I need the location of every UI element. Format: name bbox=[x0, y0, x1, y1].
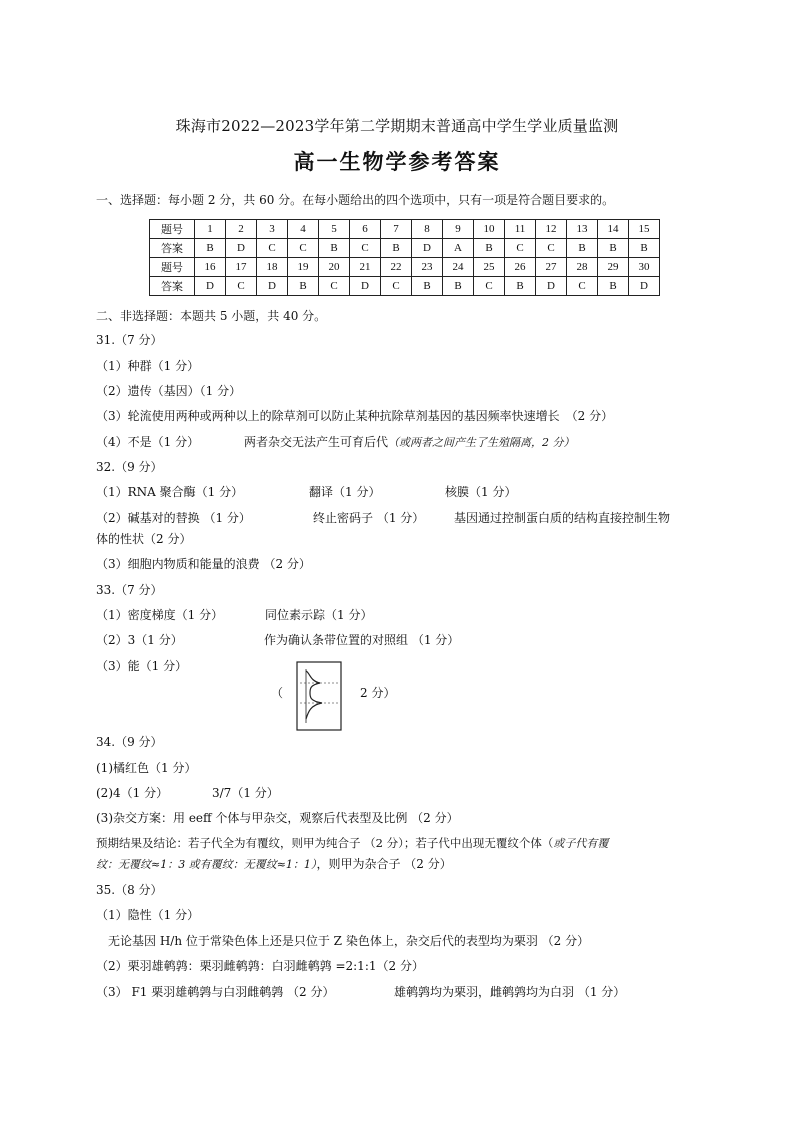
question-number-cell: 22 bbox=[381, 258, 412, 277]
q35-answer-1b: 无论基因 H/h 位于常染色体上还是只位于 Z 染色体上，杂交后代的表型均为栗羽 （2 分） bbox=[108, 934, 590, 948]
answer-cell: B bbox=[598, 239, 629, 258]
answer-cell: D bbox=[257, 277, 288, 296]
answer-table bbox=[149, 219, 660, 296]
question-number-cell: 5 bbox=[319, 220, 350, 239]
question-number-cell: 3 bbox=[257, 220, 288, 239]
question-number-cell: 10 bbox=[474, 220, 505, 239]
answer-cell: B bbox=[505, 277, 536, 296]
answer-cell: D bbox=[195, 277, 226, 296]
question-number-cell: 24 bbox=[443, 258, 474, 277]
q32-answer-2b: 终止密码子 （1 分） bbox=[313, 511, 425, 525]
q32-answer-1b: 翻译（1 分） bbox=[309, 485, 381, 499]
question-number-cell: 20 bbox=[319, 258, 350, 277]
q34-answer-3: (3)杂交方案：用 eeff 个体与甲杂交，观察后代表型及比例 （2 分） bbox=[96, 811, 459, 825]
q32-answer-1a: （1）RNA 聚合酶（1 分） bbox=[96, 485, 244, 499]
q33-answer-2a: （2）3（1 分） bbox=[96, 633, 183, 647]
q34-answer-4-alt: 或子代有覆 bbox=[553, 837, 609, 850]
answer-cell: C bbox=[505, 239, 536, 258]
answer-cell: D bbox=[350, 277, 381, 296]
question-number-cell: 29 bbox=[598, 258, 629, 277]
answer-cell: B bbox=[598, 277, 629, 296]
answer-cell: C bbox=[319, 277, 350, 296]
answer-cell: B bbox=[629, 239, 660, 258]
q32-answer-2c: 基因通过控制蛋白质的结构直接控制生物 bbox=[454, 511, 671, 525]
answer-cell: B bbox=[474, 239, 505, 258]
answer-cell: D bbox=[536, 277, 567, 296]
section2-heading: 二、非选择题：本题共 5 小题，共 40 分。 bbox=[96, 309, 327, 323]
answer-cell: D bbox=[629, 277, 660, 296]
answer-cell: C bbox=[350, 239, 381, 258]
question-number-cell: 2 bbox=[226, 220, 257, 239]
question-number-cell: 8 bbox=[412, 220, 443, 239]
centrifuge-tube-diagram bbox=[296, 661, 342, 731]
q34-heading: 34.（9 分） bbox=[96, 735, 163, 749]
answer-cell: B bbox=[443, 277, 474, 296]
q35-answer-3a: （3） F1 栗羽雄鹌鹑与白羽雌鹌鹑 （2 分） bbox=[96, 985, 335, 999]
answer-cell: B bbox=[567, 239, 598, 258]
q33-answer-1b: 同位素示踪（1 分） bbox=[265, 608, 373, 622]
answer-cell: D bbox=[412, 239, 443, 258]
answer-cell: A bbox=[443, 239, 474, 258]
question-number-cell: 27 bbox=[536, 258, 567, 277]
question-number-cell: 26 bbox=[505, 258, 536, 277]
q34-answer-5: 纹：无覆纹≈1：3 或有覆纹：无覆纹≈1：1），则甲为杂合子 （2 分） bbox=[96, 857, 452, 871]
question-number-cell: 30 bbox=[629, 258, 660, 277]
q32-heading: 32.（9 分） bbox=[96, 460, 163, 474]
answer-cell: C bbox=[381, 277, 412, 296]
exam-title: 珠海市2022—2023学年第二学期期末普通高中学生学业质量监测 bbox=[175, 117, 619, 135]
q31-answer-4: （4）不是（1 分） bbox=[96, 435, 200, 449]
question-number-cell: 15 bbox=[629, 220, 660, 239]
row-label: 答案 bbox=[150, 277, 195, 296]
page-title: 高一生物学参考答案 bbox=[293, 149, 501, 174]
q34-answer-2a: (2)4（1 分） bbox=[96, 786, 169, 800]
question-number-cell: 1 bbox=[195, 220, 226, 239]
q32-answer-1c: 核膜（1 分） bbox=[445, 485, 517, 499]
question-number-cell: 19 bbox=[288, 258, 319, 277]
q34-answer-4: 预期结果及结论：若子代全为有覆纹，则甲为纯合子 （2 分）；若子代中出现无覆纹个体（或子代有覆 bbox=[96, 836, 609, 850]
section1-heading: 一、选择题：每小题 2 分，共 60 分。在每小题给出的四个选项中，只有一项是符合题目要求的。 bbox=[96, 193, 615, 207]
question-number-cell: 11 bbox=[505, 220, 536, 239]
question-number-cell: 25 bbox=[474, 258, 505, 277]
q35-answer-2: （2）栗羽雄鹌鹑：栗羽雌鹌鹑：白羽雌鹌鹑 =2:1:1（2 分） bbox=[96, 959, 424, 973]
question-number-cell: 21 bbox=[350, 258, 381, 277]
q33-answer-3: （3）能（1 分） bbox=[96, 659, 188, 673]
question-number-cell: 12 bbox=[536, 220, 567, 239]
q35-heading: 35.（8 分） bbox=[96, 883, 163, 897]
question-number-cell: 6 bbox=[350, 220, 381, 239]
answer-cell: C bbox=[226, 277, 257, 296]
table-row bbox=[150, 239, 660, 258]
answer-cell: C bbox=[288, 239, 319, 258]
question-number-cell: 4 bbox=[288, 220, 319, 239]
q31-answer-3: （3）轮流使用两种或两种以上的除草剂可以防止某种抗除草剂基因的基因频率快速增长 （2 分） bbox=[96, 409, 614, 423]
q31-answer-2: （2）遗传（基因）（1 分） bbox=[96, 384, 242, 398]
answer-cell: C bbox=[536, 239, 567, 258]
q33-paren: （ bbox=[271, 686, 284, 700]
q32-answer-3: （3）细胞内物质和能量的浪费 （2 分） bbox=[96, 557, 311, 571]
q33-answer-2b: 作为确认条带位置的对照组 （1 分） bbox=[264, 633, 460, 647]
q35-answer-1: （1）隐性（1 分） bbox=[96, 908, 200, 922]
question-number-cell: 14 bbox=[598, 220, 629, 239]
q34-answer-2b: 3/7（1 分） bbox=[212, 786, 279, 800]
answer-cell: C bbox=[474, 277, 505, 296]
table-row bbox=[150, 258, 660, 277]
answer-cell: B bbox=[288, 277, 319, 296]
q31-answer-1: （1）种群（1 分） bbox=[96, 359, 200, 373]
q31-answer-4-alt: （或两者之间产生了生殖隔离，2 分） bbox=[388, 436, 575, 449]
row-label: 题号 bbox=[150, 220, 195, 239]
answer-cell: B bbox=[319, 239, 350, 258]
question-number-cell: 13 bbox=[567, 220, 598, 239]
table-row bbox=[150, 220, 660, 239]
q32-answer-2d: 体的性状（2 分） bbox=[96, 532, 192, 546]
q33-heading: 33.（7 分） bbox=[96, 583, 163, 597]
q35-answer-3b: 雄鹌鹑均为栗羽，雌鹌鹑均为白羽 （1 分） bbox=[394, 985, 626, 999]
q31-answer-4-reason: 两者杂交无法产生可育后代（或两者之间产生了生殖隔离，2 分） bbox=[244, 435, 575, 449]
q34-answer-1: (1)橘红色（1 分） bbox=[96, 761, 197, 775]
answer-cell: C bbox=[567, 277, 598, 296]
q34-answer-5-alt: 纹：无覆纹≈1：3 或有覆纹：无覆纹≈1：1） bbox=[96, 858, 317, 871]
answer-cell: C bbox=[257, 239, 288, 258]
answer-cell: B bbox=[381, 239, 412, 258]
table-row bbox=[150, 277, 660, 296]
question-number-cell: 9 bbox=[443, 220, 474, 239]
question-number-cell: 23 bbox=[412, 258, 443, 277]
answer-cell: D bbox=[226, 239, 257, 258]
question-number-cell: 17 bbox=[226, 258, 257, 277]
q33-score: 2 分） bbox=[360, 686, 396, 700]
answer-cell: B bbox=[195, 239, 226, 258]
row-label: 答案 bbox=[150, 239, 195, 258]
question-number-cell: 16 bbox=[195, 258, 226, 277]
answer-cell: B bbox=[412, 277, 443, 296]
row-label: 题号 bbox=[150, 258, 195, 277]
question-number-cell: 28 bbox=[567, 258, 598, 277]
q32-answer-2a: （2）碱基对的替换 （1 分） bbox=[96, 511, 251, 525]
question-number-cell: 18 bbox=[257, 258, 288, 277]
q31-heading: 31.（7 分） bbox=[96, 333, 163, 347]
question-number-cell: 7 bbox=[381, 220, 412, 239]
q33-answer-1a: （1）密度梯度（1 分） bbox=[96, 608, 224, 622]
